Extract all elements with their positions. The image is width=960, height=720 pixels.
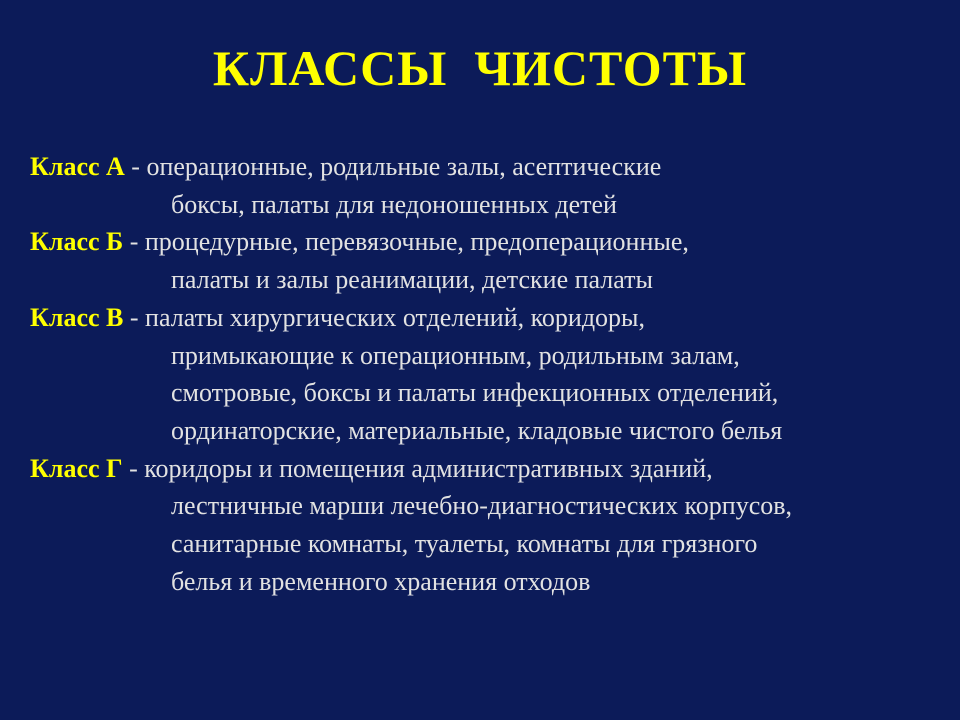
- class-v-block: [30, 299, 945, 450]
- class-a-separator: -: [124, 152, 147, 181]
- class-b-text-2: палаты и залы реанимации, детские палаты: [171, 265, 653, 295]
- class-v-line-1: [30, 299, 945, 337]
- slide-title: КЛАССЫ ЧИСТОТЫ: [212, 40, 748, 96]
- class-b-separator: -: [123, 227, 145, 257]
- class-g-text-2: лестничные марши лечебно-диагностических корпусов,: [171, 491, 793, 521]
- class-a-label: Класс А: [30, 152, 125, 181]
- class-b-text-1: процедурные, перевязочные, предоперационные,: [144, 227, 689, 257]
- class-g-text-3: санитарные комнаты, туалеты, комнаты для грязного: [171, 529, 758, 559]
- class-v-text-3: смотровые, боксы и палаты инфекционных отделений,: [171, 378, 779, 408]
- class-v-text-2: примыкающие к операционным, родильным залам,: [171, 340, 740, 370]
- class-v-text-4: ординаторские, материальные, кладовые чистого белья: [171, 415, 783, 445]
- class-a-text-2: боксы, палаты для недоношенных детей: [171, 189, 617, 219]
- class-v-text-1: палаты хирургических отделений, коридоры,: [145, 302, 646, 332]
- class-g-block: [30, 450, 945, 601]
- class-b-line-1: [30, 223, 945, 261]
- class-g-label: Класс Г: [30, 453, 123, 483]
- class-b-label: Класс Б: [30, 227, 124, 257]
- class-b-block: [30, 223, 945, 298]
- class-a-block: [30, 148, 945, 223]
- class-g-line-1: [30, 450, 945, 488]
- class-a-text-1: операционные, родильные залы, асептические: [146, 152, 662, 181]
- class-g-separator: -: [122, 453, 145, 483]
- class-g-text-1: коридоры и помещения административных зданий,: [144, 453, 713, 483]
- class-v-separator: -: [123, 302, 146, 332]
- class-a-line-1: [30, 148, 945, 186]
- class-list: [30, 148, 945, 600]
- class-g-text-4: белья и временного хранения отходов: [171, 566, 591, 596]
- class-v-label: Класс В: [30, 302, 124, 332]
